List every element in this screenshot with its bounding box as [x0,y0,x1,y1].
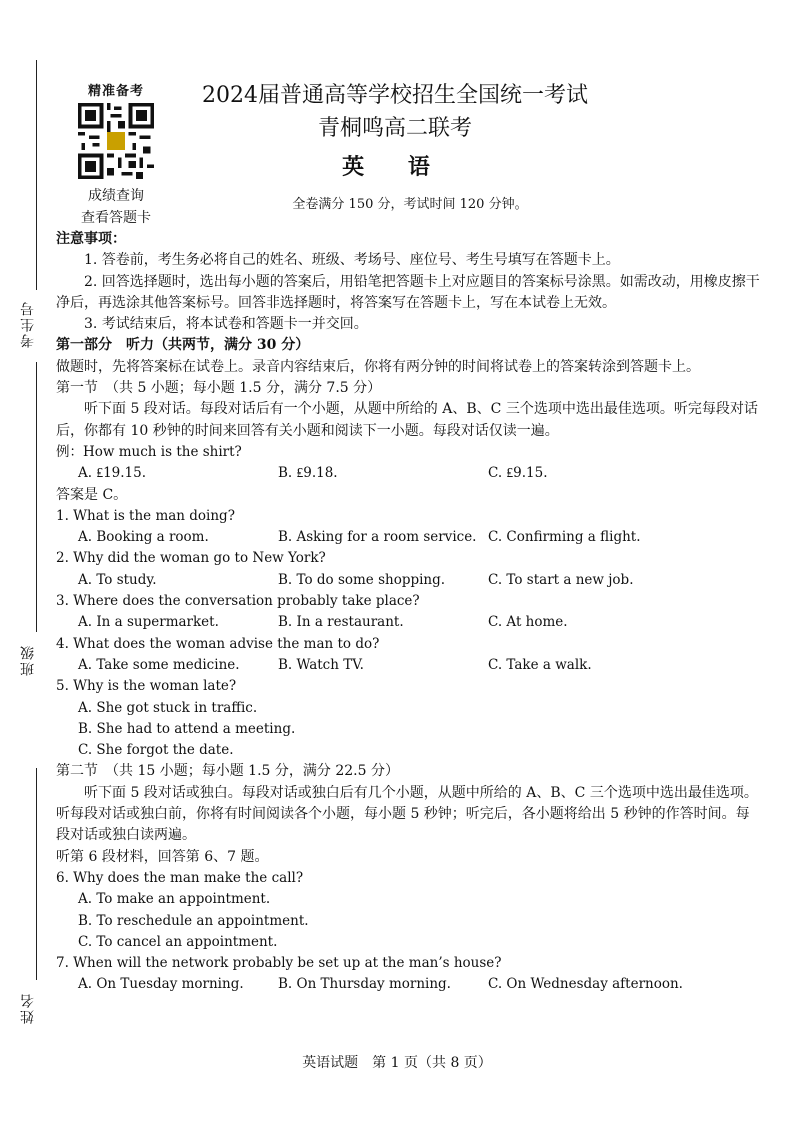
example-answer: 答案是 C。 [56,486,128,503]
q6-option-b: B. To reschedule an appointment. [78,912,309,929]
question-7: 7. When will the network probably be set up at the man’s house? [56,955,502,972]
q3-option-a: A. In a supermarket. [78,614,219,631]
question-2: 2. Why did the woman go to New York? [56,550,326,567]
q1-option-c: C. Confirming a flight. [488,529,641,546]
question-3: 3. Where does the conversation probably take place? [56,593,420,610]
qr-caption-line1: 成绩查询 [88,188,144,204]
binding-line-lower [36,768,37,980]
section2-heading: 第二节 （共 15 小题；每小题 1.5 分，满分 22.5 分） [56,763,399,780]
qr-caption-line2: 查看答题卡 [81,210,151,226]
note-3: 3. 考试结束后，将本试卷和答题卡一并交回。 [84,316,368,333]
label-name: 姓名 [20,992,36,1024]
q2-option-a: A. To study. [78,571,157,588]
question-5: 5. Why is the woman late? [56,678,237,695]
qr-caption [66,185,166,229]
qr-block [66,80,166,229]
exam-content [56,229,762,996]
example-option-c: C. ₤9.15. [488,465,548,482]
q7-option-a: A. On Tuesday morning. [78,976,244,993]
q5-option-a: A. She got stuck in traffic. [78,699,258,716]
exam-subtitle: 青桐鸣高二联考 [317,116,472,141]
q2-option-b: B. To do some shopping. [278,571,446,588]
qr-top-label: 精准备考 [87,84,144,99]
score-note: 全卷满分 150 分，考试时间 120 分钟。 [292,197,528,212]
q5-option-b: B. She had to attend a meeting. [78,720,296,737]
q6-option-c: C. To cancel an appointment. [78,933,278,950]
qr-code-icon[interactable] [78,103,154,179]
example-options [56,463,762,484]
question-4-options [56,655,762,676]
part1-heading: 第一部分 听力（共两节，满分 30 分） [56,337,310,354]
binding-line-middle [36,362,37,632]
note-2: 2. 回答选择题时，选出每小题的答案后，用铅笔把答题卡上对应题目的答案标号涂黑。如需改动，用橡皮擦干净后，再选涂其他答案标号。回答非选择题时，将答案写在答题卡上，写在本试卷上无效。 [56,273,760,311]
q7-option-b: B. On Thursday morning. [278,976,451,993]
q5-option-c: C. She forgot the date. [78,742,234,759]
example-option-b: B. ₤9.18. [278,465,338,482]
label-student-number: 考生号 [20,300,36,348]
question-2-options [56,570,762,591]
question-1-options [56,527,762,548]
section2-intro: 听下面 5 段对话或独白。每段对话或独白后有几个小题，从题中所给的 A、B、C 三个选项中选出最佳选项。听每段对话或独白前，你将有时间阅读各个小题，每小题 5 秒钟；听完后，各小题将给出 5 秒钟的作答时间。每段对话或独白读两遍。 [56,784,758,844]
q7-option-c: C. On Wednesday afternoon. [488,976,683,993]
listen-6-instruction: 听第 6 段材料，回答第 6、7 题。 [56,848,269,865]
q3-option-b: B. In a restaurant. [278,614,404,631]
question-6: 6. Why does the man make the call? [56,869,304,886]
question-7-options [56,974,762,995]
note-1: 1. 答卷前，考生务必将自己的姓名、班级、考场号、座位号、考生号填写在答题卡上。 [84,252,620,269]
q4-option-b: B. Watch TV. [278,656,364,673]
section1-intro: 听下面 5 段对话。每段对话后有一个小题，从题中所给的 A、B、C 三个选项中选出最佳选项。听完每段对话后，你都有 10 秒钟的时间来回答有关小题和阅读下一小题。每段对话仅读一遍。 [56,401,758,439]
section1-heading: 第一节 （共 5 小题；每小题 1.5 分，满分 7.5 分） [56,380,382,397]
question-1: 1. What is the man doing? [56,507,235,524]
q4-option-c: C. Take a walk. [488,656,592,673]
part1-intro: 做题时，先将答案标在试卷上。录音内容结束后，你将有两分钟的时间将试卷上的答案转涂到答题卡上。 [56,358,700,375]
q2-option-c: C. To start a new job. [488,571,634,588]
q1-option-b: B. Asking for a room service. [278,529,477,546]
notes-heading: 注意事项： [56,231,126,247]
subject-title: 英 语 [342,154,448,180]
example-option-a: A. ₤19.15. [78,465,147,482]
label-class: 班级 [20,644,36,676]
q1-option-a: A. Booking a room. [78,529,209,546]
example-question: 例：How much is the shirt? [56,443,242,460]
binding-line-top [36,60,37,290]
page-footer: 英语试题 第 1 页（共 8 页） [302,1055,492,1071]
q3-option-c: C. At home. [488,614,568,631]
exam-title: 2024届普通高等学校招生全国统一考试 [202,83,588,108]
q6-option-a: A. To make an appointment. [78,891,271,908]
question-4: 4. What does the woman advise the man to do? [56,635,380,652]
q4-option-a: A. Take some medicine. [78,656,240,673]
question-3-options [56,612,762,633]
